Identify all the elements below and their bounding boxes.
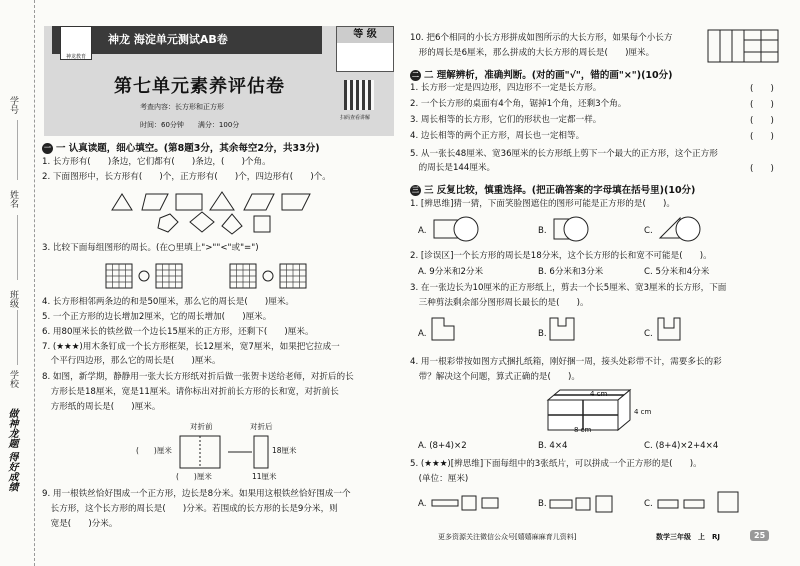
footer-promo: 更多资源关注微信公众号[嬉嬉麻麻育儿资料] — [438, 533, 577, 541]
choice-1-option-a[interactable]: A. — [418, 226, 427, 236]
page-number: 25 — [750, 530, 769, 541]
left-column — [40, 6, 395, 562]
question-10-line-2: 形的周长是6厘米，那么拼成的大长方形的周长是( )厘米。 — [410, 48, 655, 58]
question-5: 5. 一个正方形的边长增加2厘米，它的周长增加( )厘米。 — [42, 312, 272, 322]
binding-label-name: 姓名 — [8, 190, 18, 208]
page-title: 第七单元素养评估卷 — [114, 76, 285, 97]
judge-2-blank[interactable]: ( ) — [750, 100, 774, 110]
choice-1: 1. [辨思维]猜一猜，下面笑脸图遮住的图形可能是正方形的是( )。 — [410, 199, 675, 209]
qr-caption: 扫码查看讲解 — [340, 115, 371, 121]
question-7-line-2: 个平行四边形，那么它的周长是( )厘米。 — [42, 356, 221, 366]
choice-4-line-1: 4. 用一根彩带按如图方式捆扎纸箱，刚好捆一周，接头处彩带不计，需要多长的彩 — [410, 357, 722, 367]
question-8-line-1: 8. 如图，新学期，静静用一张大长方形纸对折后做一张贺卡送给老师，对折后的长 — [42, 372, 354, 382]
choice-4-option-b[interactable]: B. 4×4 — [538, 441, 568, 451]
question-9-line-1: 9. 用一根铁丝恰好围成一个正方形，边长是8分米。如果用这根铁丝恰好围成一个 — [42, 489, 351, 499]
choice-3-figures — [430, 314, 750, 344]
choice-3-option-a[interactable]: A. — [418, 329, 427, 339]
shape-parallelogram — [244, 194, 274, 210]
section-2-text: 二 理解辨析，准确判断。(对的画"√"，错的画"×")(10分) — [424, 70, 673, 81]
smiley-face-icon — [454, 217, 478, 241]
choice-1-figures — [430, 214, 760, 244]
question-9-line-2: 长方形，这个长方形的周长是( )分米。若围成的长方形的长是9分米，则 — [42, 504, 338, 514]
question-1: 1. 长方形有( )条边，它们都有( )条边，( )个角。 — [42, 157, 271, 167]
choice-3-line-1: 3. 在一张边长为10厘米的正方形纸上，剪去一个长5厘米、宽3厘米的长方形，下面 — [410, 283, 727, 293]
choice-2-option-c[interactable]: C. 5分米和4分米 — [644, 267, 710, 277]
binding-slogan: 做神龙题 得好成绩 — [6, 408, 17, 492]
choice-5-option-a[interactable]: A. — [418, 499, 427, 509]
choice-4-option-a[interactable]: A. (8+4)×2 — [418, 441, 467, 451]
logo-text: 神龙教育 — [65, 54, 86, 60]
smiley-face-icon — [564, 217, 588, 241]
shape-triangle — [210, 192, 234, 210]
shape-pentagon — [222, 214, 242, 234]
choice-4-line-2: 带？解决这个问题，算式正确的是( )。 — [410, 372, 580, 382]
shape-rectangle — [176, 194, 202, 210]
question-4: 4. 长方形相邻两条边的和是50厘米，那么它的周长是( )厘米。 — [42, 297, 295, 307]
time-line: 时间：60分钟 满分：100分 — [140, 121, 240, 129]
binding-line — [17, 215, 18, 280]
shape-rhombus — [190, 212, 214, 232]
choice-2-option-b[interactable]: B. 6分米和3分米 — [538, 267, 604, 277]
fold-after-label: 对折后 — [250, 422, 273, 431]
binding-label-school: 学校 — [8, 370, 18, 388]
choice-1-option-c[interactable]: C. — [644, 226, 653, 236]
qr-code[interactable] — [344, 80, 374, 110]
choice-1-option-b[interactable]: B. — [538, 226, 547, 236]
choice-5-option-c[interactable]: C. — [644, 499, 653, 509]
fold-18cm-label: 18厘米 — [272, 446, 297, 455]
section-3-text: 三 反复比较，慎重选择。(把正确答案的字母填在括号里)(10分) — [424, 185, 696, 196]
content-line: 考查内容：长方形和正方形 — [140, 103, 224, 111]
question-2-shapes — [110, 188, 330, 236]
title-banner — [44, 26, 394, 136]
brand-logo — [60, 26, 92, 60]
question-10-figure — [706, 28, 782, 64]
question-3-grids — [104, 262, 364, 292]
question-9-line-3: 宽是( )分米。 — [42, 519, 118, 529]
fold-before-label: 对折前 — [190, 422, 213, 431]
question-10-line-1: 10. 把6个相同的小长方形拼成如图所示的大长方形，如果每个小长方 — [410, 33, 673, 43]
grid-pair-1 — [106, 264, 182, 288]
judge-3: 3. 周长相等的长方形，它们的形状也一定都一样。 — [410, 115, 602, 125]
grid-pair-2 — [230, 264, 306, 288]
binding-label-class: 班级 — [8, 290, 18, 308]
box-depth-label: 4 cm — [634, 408, 652, 416]
judge-4-blank[interactable]: ( ) — [750, 132, 774, 142]
footer-book: 数学三年级 上 RJ — [656, 533, 720, 541]
binding-label-id: 学号 — [8, 96, 18, 114]
smiley-face-icon — [676, 217, 700, 241]
judge-4: 4. 边长相等的两个正方形，周长也一定相等。 — [410, 131, 585, 141]
fold-bottom-blank: ( )厘米 — [176, 472, 212, 481]
judge-2: 2. 一个长方形的桌面有4个角，锯掉1个角，还剩3个角。 — [410, 99, 627, 109]
folded-card — [254, 436, 268, 468]
choice-2: 2. [诊误区]一个长方形的周长是18分米，这个长方形的长和宽不可能是( )。 — [410, 251, 712, 261]
section-number-badge: 三 — [412, 186, 419, 194]
shape-square — [254, 216, 270, 232]
compare-circle[interactable] — [263, 271, 273, 281]
question-6: 6. 用80厘米长的铁丝做一个边长15厘米的正方形，还剩下( )厘米。 — [42, 327, 314, 337]
choice-3-line-2: 三种剪法剩余部分图形周长最长的是( )。 — [410, 298, 589, 308]
question-3: 3. 比较下面每组图形的周长。(在○里填上">""<"或"=") — [42, 243, 259, 253]
box-height-label: 4 cm — [590, 390, 608, 398]
question-8-line-3: 方形纸的周长是( )厘米。 — [42, 402, 161, 412]
choice-5-line-1: 5. (★★★)[辨思维]下面每组中的3张纸片，可以拼成一个正方形的是( )。 — [410, 459, 702, 469]
judge-5-line-2: 的周长是144厘米。 — [410, 163, 496, 173]
binding-line — [17, 310, 18, 365]
right-column — [410, 20, 792, 560]
shape-pentagon — [158, 214, 178, 232]
section-1-text: 一 认真读题，细心填空。(第8题3分，其余每空2分，共33分) — [56, 143, 320, 154]
box-length-label: 8 cm — [574, 426, 592, 434]
judge-1: 1. 长方形一定是四边形，四边形不一定是长方形。 — [410, 83, 602, 93]
choice-5-figures — [430, 490, 760, 518]
shape-trapezoid — [142, 194, 168, 210]
section-number-badge: 二 — [412, 71, 419, 79]
choice-5-line-2: (单位：厘米) — [410, 474, 469, 484]
question-8-line-2: 方形长是18厘米，宽是11厘米。请你标出对折前长方形的长和宽，对折前长 — [42, 387, 339, 397]
judge-1-blank[interactable]: ( ) — [750, 84, 774, 94]
judge-5-line-1: 5. 从一张长48厘米、宽36厘米的长方形纸上剪下一个最大的正方形，这个正方形 — [410, 149, 718, 159]
choice-2-option-a[interactable]: A. 9分米和2分米 — [418, 267, 484, 277]
grade-label: 等 级 — [337, 27, 393, 43]
section-number-badge: 一 — [44, 144, 51, 152]
choice-4-option-c[interactable]: C. (8+4)×2+4×4 — [644, 441, 719, 451]
shape-triangle — [112, 194, 132, 210]
question-2: 2. 下面图形中，长方形有( )个，正方形有( )个，四边形有( )个。 — [42, 172, 331, 182]
choice-3-option-c[interactable]: C. — [644, 329, 653, 339]
question-7-line-1: 7. (★★★)用木条钉成一个长方形框架，长12厘米，宽7厘米，如果把它拉成一 — [42, 342, 340, 352]
compare-circle[interactable] — [139, 271, 149, 281]
binding-line — [17, 120, 18, 180]
fold-left-blank: ( )厘米 — [136, 446, 172, 455]
judge-5-blank[interactable]: ( ) — [750, 164, 774, 174]
section-2-heading — [410, 67, 673, 81]
choice-3-option-b[interactable]: B. — [538, 329, 547, 339]
section-3-heading — [410, 182, 695, 196]
binding-strip — [0, 0, 35, 566]
choice-5-option-b[interactable]: B. — [538, 499, 547, 509]
shape-trapezoid — [282, 194, 310, 210]
section-1-heading — [42, 140, 320, 154]
fold-11cm-label: 11厘米 — [252, 472, 277, 481]
brand-bar: 神龙 海淀单元测试AB卷 — [52, 26, 322, 54]
grade-box — [336, 26, 394, 72]
judge-3-blank[interactable]: ( ) — [750, 116, 774, 126]
